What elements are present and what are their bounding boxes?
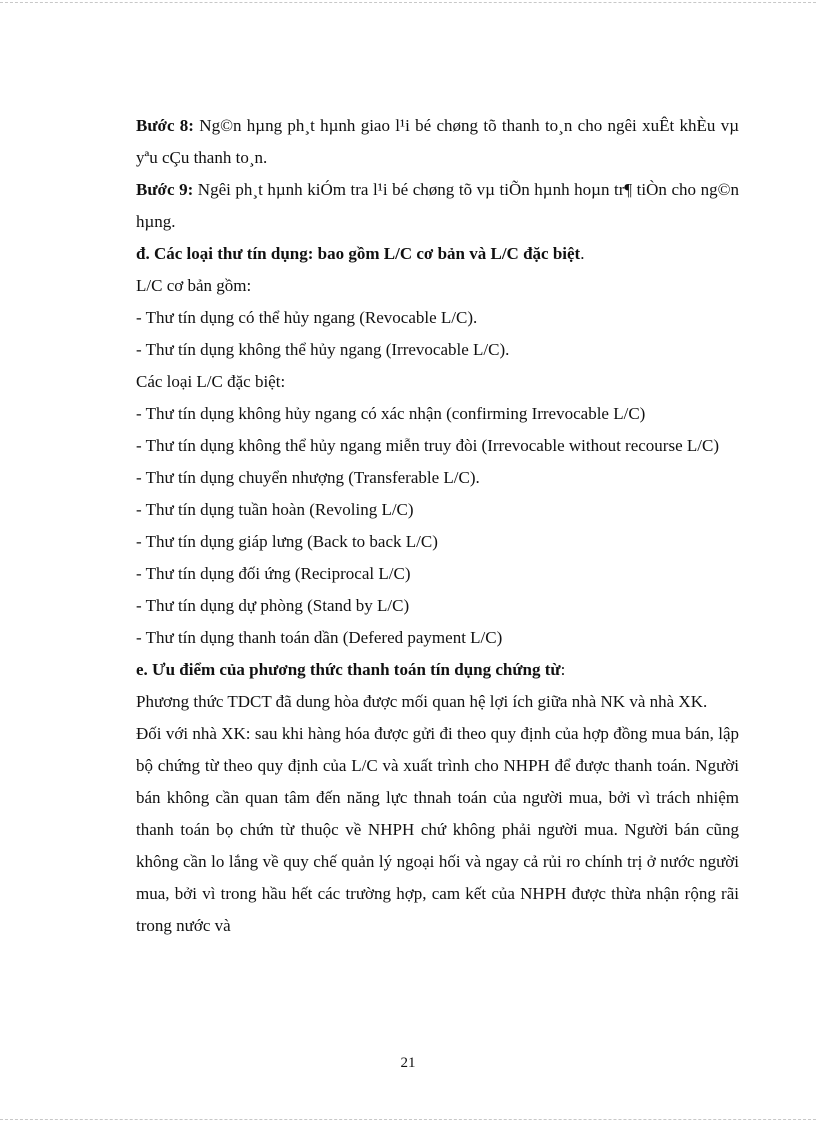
section-e-punct: : <box>560 660 566 679</box>
step-8-label: Bước 8: <box>136 116 194 135</box>
step-9-label: Bước 9: <box>136 180 194 199</box>
section-e-heading <box>136 654 739 686</box>
list-item-reciprocal: - Thư tín dụng đối ứng (Reciprocal L/C) <box>136 564 411 583</box>
list-item-revolving: - Thư tín dụng tuần hoàn (Revoling L/C) <box>136 500 414 519</box>
list-item-standby: - Thư tín dụng dự phòng (Stand by L/C) <box>136 596 410 615</box>
step-8-text: Ng©n hµng ph¸t hµnh giao l¹i bé chøng tõ thanh to¸n cho ngêi xuÊt khÈu vµ yªu cÇu thanh to¸n. <box>136 116 740 167</box>
special-lc-intro: Các loại L/C đặc biệt: <box>136 372 286 391</box>
step-9-paragraph <box>136 174 739 238</box>
list-item-back-to-back: - Thư tín dụng giáp lưng (Back to back L/C) <box>136 532 438 551</box>
list-item-deferred: - Thư tín dụng thanh toán dần (Defered payment L/C) <box>136 628 503 647</box>
bottom-page-edge <box>0 1119 816 1120</box>
document-body <box>136 110 739 942</box>
list-item-revocable: - Thư tín dụng có thể hủy ngang (Revocable L/C). <box>136 308 478 327</box>
section-d-punct: . <box>580 244 585 263</box>
list-item-confirming: - Thư tín dụng không hủy ngang có xác nhận (confirming Irrevocable L/C) <box>136 404 646 423</box>
section-e-title: e. Ưu điểm của phương thức thanh toán tín dụng chứng từ <box>136 660 561 679</box>
tdct-summary-paragraph: Phương thức TDCT đã dung hòa được mối quan hệ lợi ích giữa nhà NK và nhà XK. <box>136 692 708 711</box>
top-page-edge <box>0 2 816 3</box>
list-item-transferable: - Thư tín dụng chuyển nhượng (Transferable L/C). <box>136 468 480 487</box>
basic-lc-intro: L/C cơ bản gồm: <box>136 276 252 295</box>
list-item-without-recourse: - Thư tín dụng không thể hủy ngang miễn truy đòi (Irrevocable without recourse L/C) <box>136 436 719 455</box>
section-d-title: đ. Các loại thư tín dụng: bao gồm L/C cơ bản và L/C đặc biệt <box>136 244 581 263</box>
section-d-heading <box>136 238 739 270</box>
list-item-irrevocable: - Thư tín dụng không thể hủy ngang (Irrevocable L/C). <box>136 340 510 359</box>
page-number: 21 <box>400 1055 416 1071</box>
step-8-paragraph <box>136 110 739 174</box>
step-9-text: Ngêi ph¸t hµnh kiÓm tra l¹i bé chøng tõ vµ tiÕn hµnh hoµn tr¶ tiÒn cho ng©n hµng. <box>136 180 739 231</box>
exporter-benefit-paragraph: Đối với nhà XK: sau khi hàng hóa được gửi đi theo quy định của hợp đồng mua bán, lập bộ chứng từ theo quy định của L/C và xuất trình cho NHPH để được thanh toán. Người bán không cần quan tâm đến năng lực thnah toán của người mua, bởi vì trách nhiệm thanh toán bọ chứn từ thuộc về NHPH chứ không phải người mua. Người bán cũng không cần lo lắng về quy chế quản lý ngoại hối và ngay cả rủi ro chính trị ở nước người mua, bởi vì trong hầu hết các trường hợp, cam kết của NHPH được thừa nhận rộng rãi trong nước và <box>136 724 739 935</box>
